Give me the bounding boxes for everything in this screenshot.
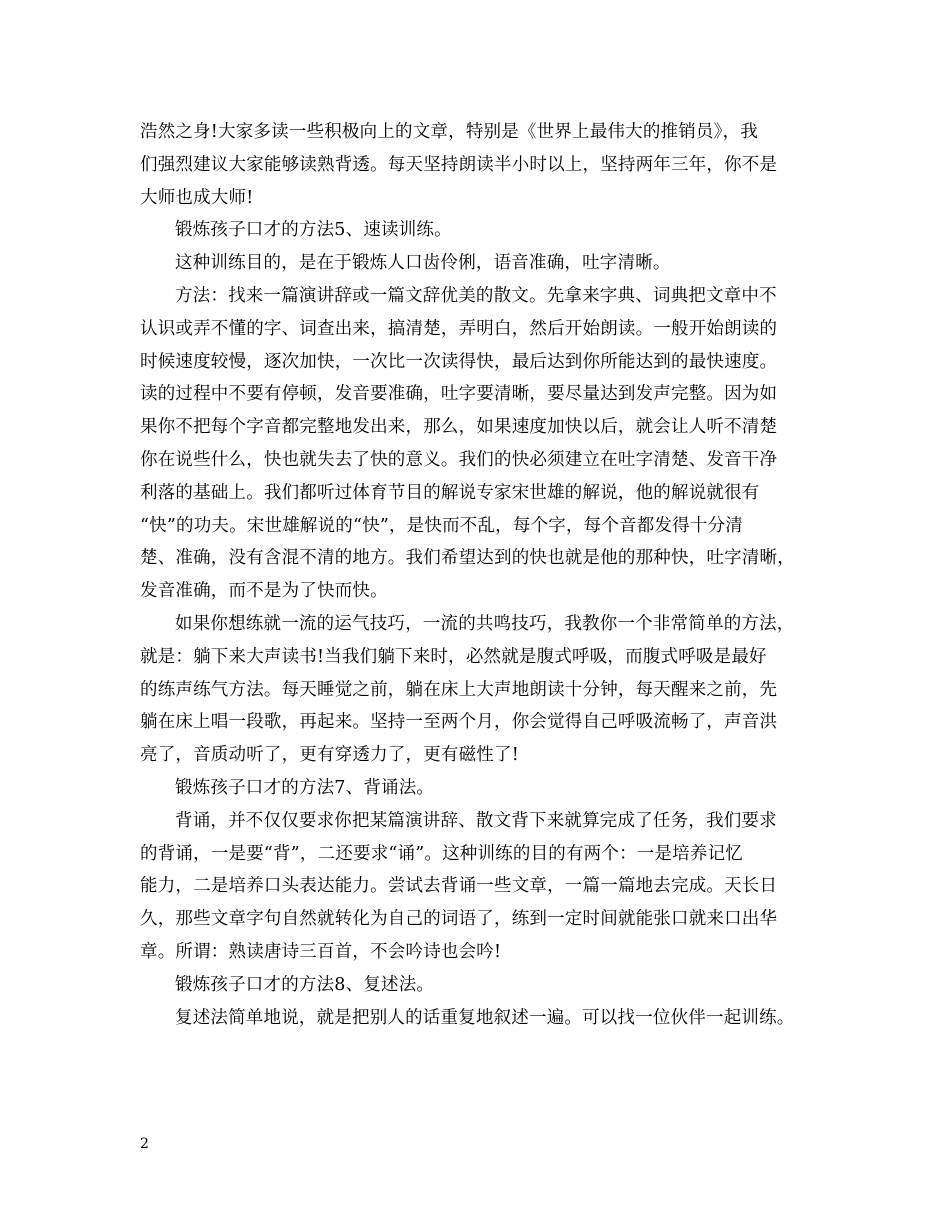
text-line: 利落的基础上。我们都听过体育节目的解说专家宋世雄的解说，他的解说就很有 — [140, 482, 760, 503]
text-line: 章。所谓：熟读唐诗三百首，不会吟诗也会吟! — [140, 941, 502, 962]
text-line: 果你不把每个字音都完整地发出来，那么，如果速度加快以后，就会让人听不清楚 — [140, 417, 778, 438]
text-line: “快”的功夫。宋世雄解说的“快”，是快而不乱，每个字，每个音都发得十分清 — [140, 515, 743, 536]
page-number: 2 — [140, 1136, 149, 1152]
text-line: 时候速度较慢，逐次加快，一次比一次读得快，最后达到你所能达到的最快速度。 — [140, 351, 778, 372]
body-text — [140, 116, 826, 1034]
text-line: 们强烈建议大家能够读熟背透。每天坚持朗读半小时以上，坚持两年三年，你不是 — [140, 154, 778, 175]
text-line: 发音准确，而不是为了快而快。 — [140, 581, 388, 602]
text-line: 你在说些什么，快也就失去了快的意义。我们的快必须建立在吐字清楚、发音干净 — [140, 449, 778, 470]
text-line: 久，那些文章字句自然就转化为自己的词语了，练到一定时间就能张口就来口出华 — [140, 909, 778, 930]
text-line: 读的过程中不要有停顿，发音要准确，吐字要清晰，要尽量达到发声完整。因为如 — [140, 384, 778, 405]
text-line: 复述法简单地说，就是把别人的话重复地叙述一遍。可以找一位伙伴一起训练。 — [175, 1007, 795, 1028]
text-line: 就是：躺下来大声读书!当我们躺下来时，必然就是腹式呼吸，而腹式呼吸是最好 — [140, 646, 767, 667]
text-line: 方法：找来一篇演讲辞或一篇文辞优美的散文。先拿来字典、词典把文章中不 — [175, 285, 777, 306]
text-line: 锻炼孩子口才的方法7、背诵法。 — [175, 777, 435, 798]
text-line: 背诵，并不仅仅要求你把某篇演讲辞、散文背下来就算完成了任务，我们要求 — [175, 810, 777, 831]
text-line: 能力，二是培养口头表达能力。尝试去背诵一些文章，一篇一篇地去完成。天长日 — [140, 876, 778, 897]
text-line: 楚、准确，没有含混不清的地方。我们希望达到的快也就是他的那种快，吐字清晰， — [140, 548, 795, 569]
text-line: 的练声练气方法。每天睡觉之前，躺在床上大声地朗读十分钟，每天醒来之前，先 — [140, 679, 778, 700]
text-line: 浩然之身!大家多读一些积极向上的文章，特别是《世界上最伟大的推销员》，我 — [140, 122, 758, 142]
text-line: 这种训练目的，是在于锻炼人口齿伶俐，语音准确，吐字清晰。 — [175, 253, 671, 274]
text-line: 的背诵，一是要“背”，二还要求“诵”。这种训练的目的有两个：一是培养记忆 — [140, 843, 743, 864]
text-line: 躺在床上唱一段歌，再起来。坚持一至两个月，你会觉得自己呼吸流畅了，声音洪 — [140, 712, 778, 733]
text-line: 认识或弄不懂的字、词查出来，搞清楚，弄明白，然后开始朗读。一般开始朗读的 — [140, 318, 778, 339]
text-line: 大师也成大师! — [140, 187, 254, 208]
text-line: 锻炼孩子口才的方法5、速读训练。 — [175, 220, 452, 241]
text-line: 亮了，音质动听了，更有穿透力了，更有磁性了! — [140, 745, 519, 766]
text-line: 如果你想练就一流的运气技巧，一流的共鸣技巧，我教你一个非常简单的方法， — [175, 613, 795, 634]
text-line: 锻炼孩子口才的方法8、复述法。 — [175, 974, 435, 995]
